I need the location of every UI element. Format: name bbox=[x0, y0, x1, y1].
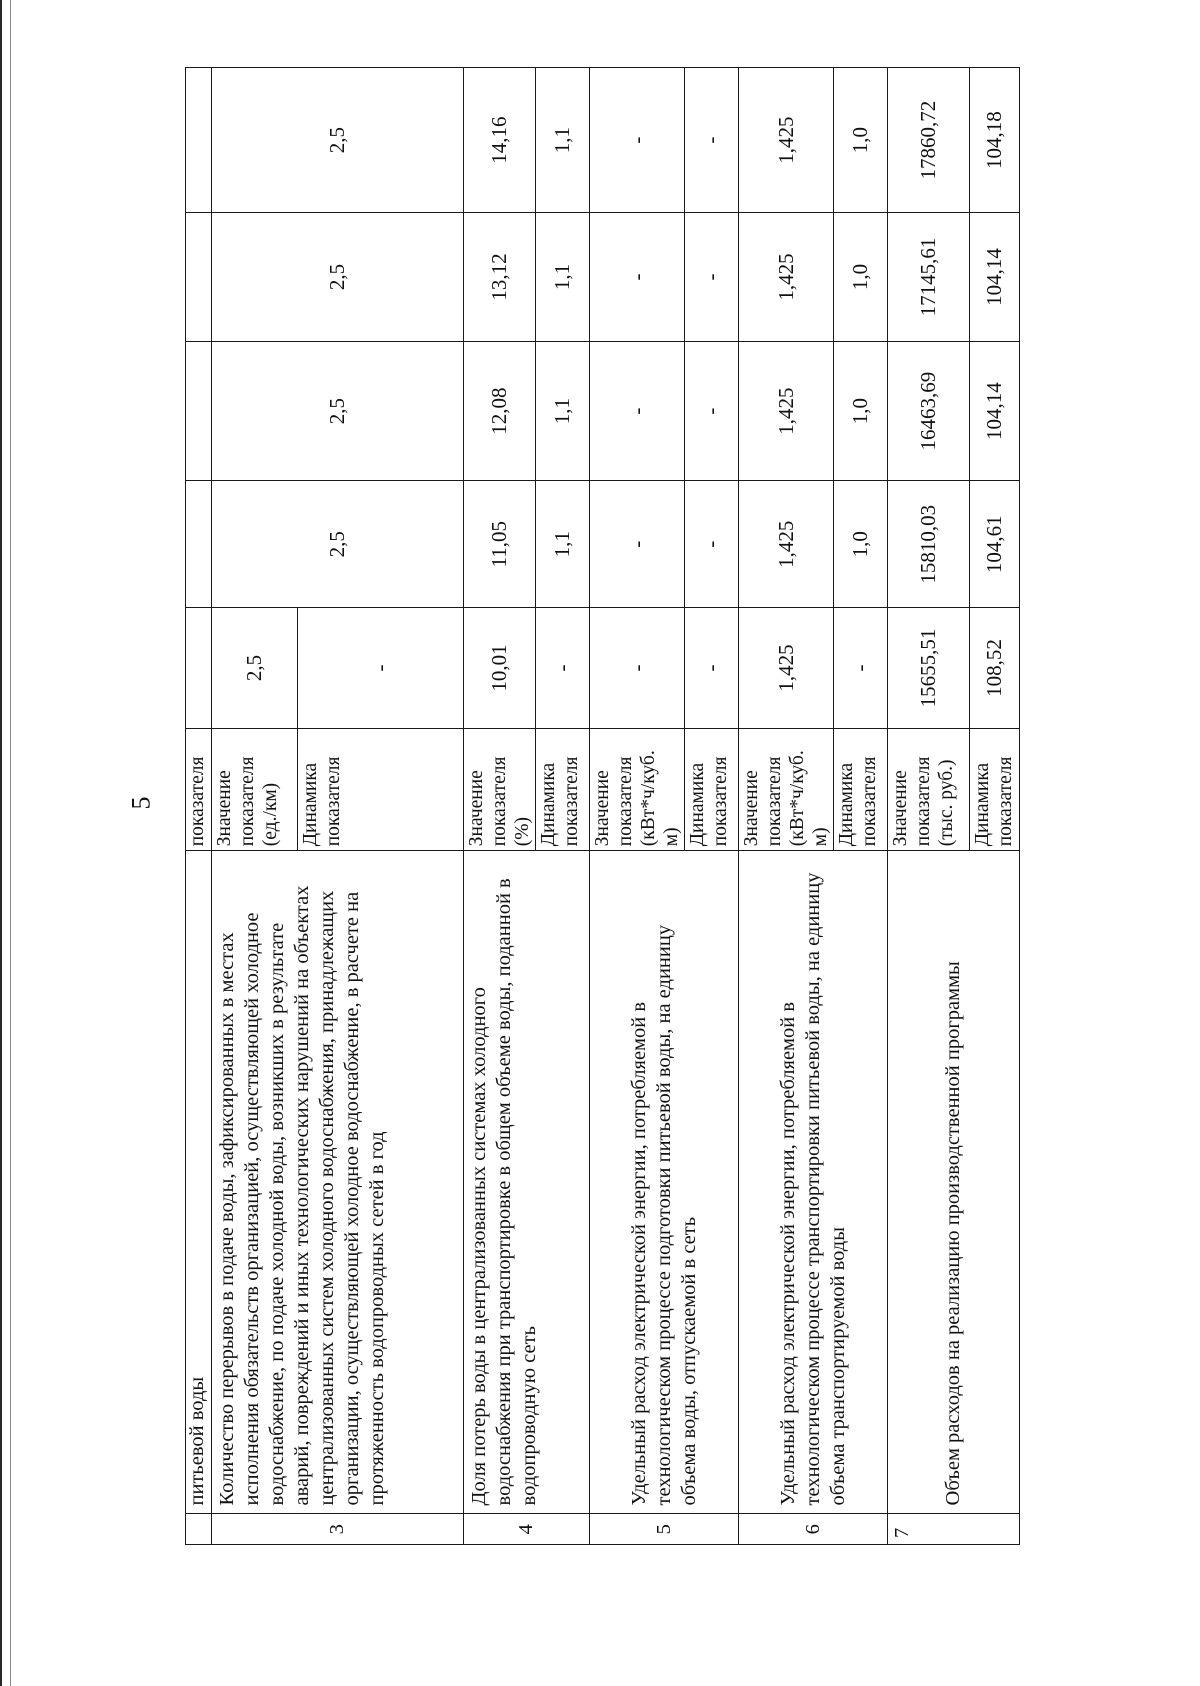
cell-value: 1,0 bbox=[834, 68, 888, 213]
row-number: 7 bbox=[888, 1514, 1020, 1545]
row-value-label: Значение показателя (%) bbox=[464, 729, 536, 851]
indicators-table bbox=[185, 67, 1020, 1545]
row-description: Доля потерь воды в централизованных системах холодного водоснабжения при транспортировке в общем объеме воды, поданной в водопроводную сеть bbox=[464, 851, 590, 1514]
table-row bbox=[212, 68, 298, 1545]
cell-value: 1,1 bbox=[536, 213, 590, 342]
cell-value: 15810,03 bbox=[888, 481, 970, 608]
cell-value: - bbox=[685, 341, 739, 481]
scan-edge bbox=[0, 0, 2, 1686]
cell-value: 1,425 bbox=[739, 341, 834, 481]
cell-value: 2,5 bbox=[212, 68, 464, 213]
row-number: 4 bbox=[464, 1514, 590, 1545]
cell-value: 1,1 bbox=[536, 341, 590, 481]
row-number: 3 bbox=[212, 1514, 464, 1545]
row-dynamics-label: Динамика показателя bbox=[536, 729, 590, 851]
cell-value: 12,08 bbox=[464, 341, 536, 481]
cell-value bbox=[186, 608, 212, 729]
table-row bbox=[739, 68, 834, 1545]
cell-value: 1,425 bbox=[739, 481, 834, 608]
cell-value: 15655,51 bbox=[888, 608, 970, 729]
cell-value: 1,0 bbox=[834, 341, 888, 481]
table-row bbox=[590, 68, 685, 1545]
cell-value: - bbox=[834, 608, 888, 729]
table-row bbox=[888, 68, 970, 1545]
cell-value: - bbox=[298, 608, 464, 729]
cell-value: - bbox=[536, 608, 590, 729]
cell-value: 104,18 bbox=[970, 68, 1020, 213]
cell-value: 16463,69 bbox=[888, 341, 970, 481]
cell-value: - bbox=[590, 68, 685, 213]
row-description: Удельный расход электрической энергии, потребляемой в технологическом процессе подготовки питьевой воды, на единицу объема воды, отпускаемой в сеть bbox=[590, 851, 739, 1514]
page-number: 5 bbox=[126, 796, 156, 810]
cell-value: 1,1 bbox=[536, 481, 590, 608]
cell-value: 2,5 bbox=[212, 608, 298, 729]
cell-label: показателя bbox=[186, 729, 212, 851]
cell-description: питьевой воды bbox=[186, 851, 212, 1514]
cell-value: 10,01 bbox=[464, 608, 536, 729]
cell-value bbox=[186, 481, 212, 608]
cell-value: 17145,61 bbox=[888, 213, 970, 342]
cell-value bbox=[186, 68, 212, 213]
cell-value bbox=[186, 213, 212, 342]
cell-value: - bbox=[685, 213, 739, 342]
cell-value: 14,16 bbox=[464, 68, 536, 213]
cell-value: 104,14 bbox=[970, 213, 1020, 342]
rotated-table-sheet bbox=[185, 67, 1016, 1545]
cell-value: - bbox=[590, 481, 685, 608]
cell-value: - bbox=[590, 608, 685, 729]
row-number: 6 bbox=[739, 1514, 888, 1545]
cell-value: 1,1 bbox=[536, 68, 590, 213]
row-value-label: Значение показателя (кВт*ч/куб. м) bbox=[739, 729, 834, 851]
row-value-label: Значение показателя (ед./км) bbox=[212, 729, 298, 851]
row-dynamics-label: Динамика показателя bbox=[834, 729, 888, 851]
row-description: Количество перерывов в подаче воды, зафиксированных в местах исполнения обязательств организацией, осуществляющей холодное водоснабжение, по подаче холодной воды, возникших в результате аварий, повреждений и иных технологических нарушений на объектах централизованных систем холодного водоснабжения, принадлежащих организации, осуществляющей холодное водоснабжение, в расчете на протяженность водопроводных сетей в год bbox=[212, 851, 464, 1514]
cell-value: 1,0 bbox=[834, 213, 888, 342]
cell-value: 1,425 bbox=[739, 608, 834, 729]
cell-value: 2,5 bbox=[212, 341, 464, 481]
cell-value: - bbox=[685, 68, 739, 213]
cell-value: 2,5 bbox=[212, 481, 464, 608]
cell-value: 108,52 bbox=[970, 608, 1020, 729]
cell-value: 104,61 bbox=[970, 481, 1020, 608]
table-row bbox=[464, 68, 536, 1545]
cell-value: - bbox=[685, 608, 739, 729]
cell-num bbox=[186, 1514, 212, 1545]
row-dynamics-label: Динамика показателя bbox=[685, 729, 739, 851]
cell-value: 11,05 bbox=[464, 481, 536, 608]
cell-value: 1,425 bbox=[739, 68, 834, 213]
cell-value: 13,12 bbox=[464, 213, 536, 342]
row-description: Объем расходов на реализацию производственной программы bbox=[888, 851, 1020, 1514]
cell-value: - bbox=[685, 481, 739, 608]
scan-edge-shadow bbox=[10, 0, 11, 1686]
cell-value: 1,0 bbox=[834, 481, 888, 608]
row-description: Удельный расход электрической энергии, потребляемой в технологическом процессе транспортировки питьевой воды, на единицу объема транспортируемой воды bbox=[739, 851, 888, 1514]
row-dynamics-label: Динамика показателя bbox=[298, 729, 464, 851]
cell-value: 17860,72 bbox=[888, 68, 970, 213]
row-dynamics-label: Динамика показателя bbox=[970, 729, 1020, 851]
cell-value: 1,425 bbox=[739, 213, 834, 342]
table-row-continued bbox=[186, 68, 212, 1545]
cell-value: 104,14 bbox=[970, 341, 1020, 481]
row-value-label: Значение показателя (кВт*ч/куб. м) bbox=[590, 729, 685, 851]
cell-value: - bbox=[590, 213, 685, 342]
cell-value: - bbox=[590, 341, 685, 481]
cell-value bbox=[186, 341, 212, 481]
row-value-label: Значение показателя (тыс. руб.) bbox=[888, 729, 970, 851]
cell-value: 2,5 bbox=[212, 213, 464, 342]
row-number: 5 bbox=[590, 1514, 739, 1545]
